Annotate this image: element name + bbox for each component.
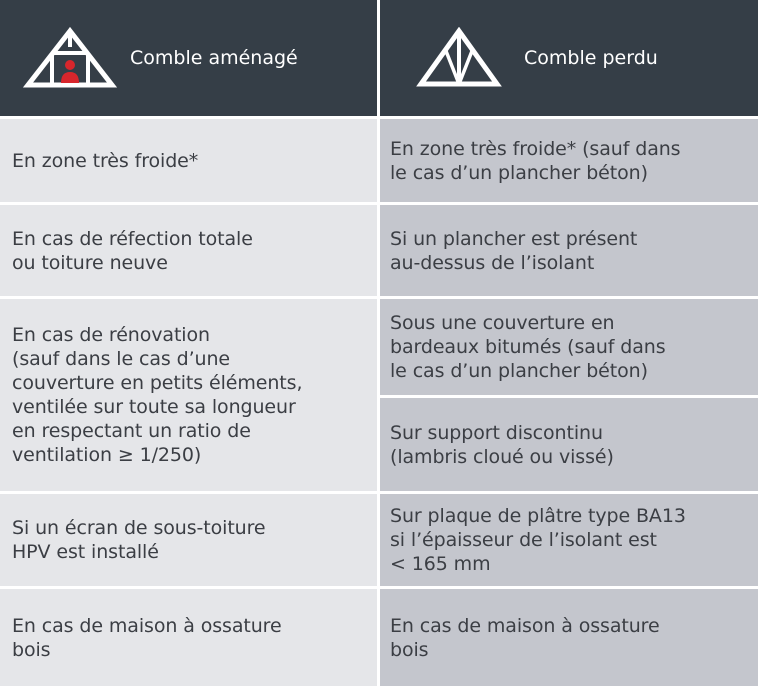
right-cell-text: Sur plaque de plâtre type BA13 si l’épaisseur de l’isolant est < 165 mm [390,505,686,575]
column-title-comble-perdu: Comble perdu [524,47,658,69]
right-cell-text: En zone très froide* (sauf dans le cas d’un plancher béton) [390,137,681,184]
left-cell-1 [0,119,377,202]
right-cell-text: Si un plancher est présent au-dessus de l’isolant [390,227,638,274]
left-cell-5 [0,589,377,686]
right-cell-3 [380,299,758,395]
left-cell-text: En cas de maison à ossature bois [12,614,282,661]
left-cell-3 [0,299,377,491]
left-cell-text: Si un écran de sous-toiture HPV est installé [12,517,266,563]
right-cell-text: En cas de maison à ossature bois [390,614,660,661]
left-cell-2 [0,205,377,296]
column-title-comble-amenage: Comble aménagé [130,47,298,69]
right-cell-6 [380,589,758,686]
right-cell-text: Sur support discontinu (lambris cloué ou vissé) [390,421,614,468]
right-cell-1 [380,119,758,202]
right-cell-4 [380,398,758,491]
attic-room-person-icon [22,25,118,91]
left-cell-4 [0,494,377,586]
roof-truss-icon [416,27,502,89]
right-cell-text: Sous une couverture en bardeaux bitumés (sauf dans le cas d’un plancher béton) [390,312,666,382]
header-comble-amenage [0,0,377,116]
right-cell-5 [380,494,758,586]
left-cell-text: En cas de réfection totale ou toiture neuve [12,227,253,274]
right-cell-2 [380,205,758,296]
left-cell-text: En cas de rénovation (sauf dans le cas d’une couverture en petits éléments, ventilée sur toute sa longueur en respectant un ratio de ventilation ≥ 1/250) [12,324,303,466]
header-comble-perdu [380,0,758,116]
left-cell-text: En zone très froide* [12,149,199,172]
